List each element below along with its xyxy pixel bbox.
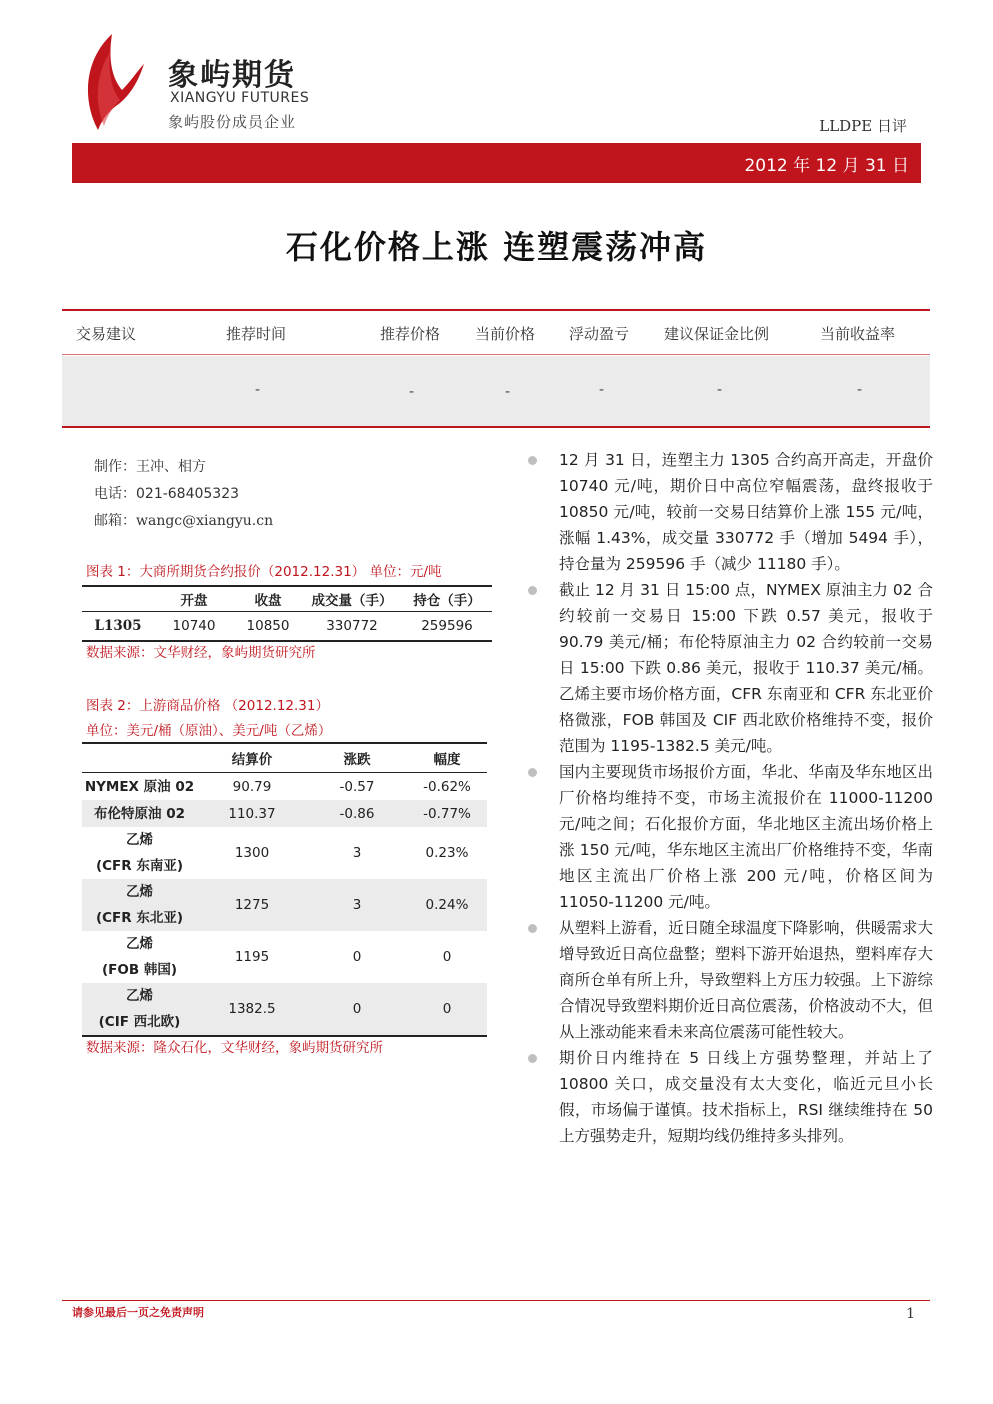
commodity-name-line1: 乙烯 [126,936,153,952]
commodity-name: 布伦特原油 02 [82,800,197,827]
table-header-cell: 收盘 [254,593,282,609]
price-change: 3 [307,879,407,931]
email-label: 邮箱： [94,513,136,529]
email-line [94,510,273,530]
table-row [82,612,492,642]
commodity-name-line2: (CIF 西北欧) [98,1014,181,1030]
list-item [528,577,933,759]
document-type: LLDPE 日评 [819,117,907,135]
settle-price: 1300 [234,845,270,861]
advice-value-cell: - [857,382,863,398]
table-row [82,800,487,827]
bullet-text: 从塑料上游看，近日随全球温度下降影响，供暖需求大增导致近日高位盘整；塑料下游开始退热，塑料库存大商所仓单有所上升，导致塑料上方压力较强。上下游综合情况导致塑料期价近日高位震荡，价格波动不大，但从上涨动能来看未来高位震荡可能性较大。 [559,919,933,1041]
settle-price: 90.79 [232,778,272,795]
table-header-cell [82,743,197,773]
table-cell: 330772 [326,618,378,634]
table-cell: L1305 [94,618,142,634]
table2-source: 数据来源：隆众石化，文华财经，象屿期货研究所 [86,1040,383,1056]
table-row [82,827,487,879]
list-item [528,1045,933,1149]
table-header-row [82,586,492,612]
table-header-cell: 持仓（手） [413,593,481,609]
commodity-name-line1: 乙烯 [126,884,153,900]
date-bar [72,143,921,183]
advice-header-cell: 交易建议 [76,325,137,343]
bullet-dot-icon [528,924,537,933]
commodity-name-line2: (CFR 东北亚) [95,910,184,926]
settle-price: 1195 [234,949,270,965]
table-header-cell [82,586,154,612]
advice-mid-rule [62,354,930,355]
bullet-text: 12 月 31 日，连塑主力 1305 合约高开高走，开盘价 10740 元/吨，期价日中高位窄幅震荡，盘终报收于 10850 元/吨，较前一交易日结算价上涨 155 元/吨，涨幅 1.43%，成交量 330772 手（增加 5494 手），持仓量为 259596 手（减少 11180 手）。 [559,451,933,573]
price-change-pct: -0.62% [423,778,471,795]
report-date: 2012 年 12 月 31 日 [744,156,909,176]
price-change-pct: 0.24% [407,879,487,931]
advice-value-cell: - [505,384,511,400]
bullet-dot-icon [528,1054,537,1063]
advice-bottom-rule [62,426,930,428]
advice-header-cell: 当前收益率 [820,325,896,343]
bullet-dot-icon [528,586,537,595]
price-change: -0.86 [307,800,407,827]
table-cell: 10850 [246,618,290,634]
list-item [528,915,933,1045]
commodity-name: NYMEX 原油 02 [84,778,195,795]
settle-price: 110.37 [197,800,307,827]
logo-chinese-name: 象屿期货 [168,58,296,93]
table-row [82,773,487,801]
advice-header-cell: 推荐价格 [380,325,441,343]
table-cell: 10740 [172,618,216,634]
price-change: 3 [352,845,362,861]
commodity-name [82,827,197,879]
upstream-price-table [82,742,487,1037]
table2-unit: 单位：美元/桶（原油）、美元/吨（乙烯） [86,723,332,739]
advice-value-cell: - [255,382,261,398]
bullet-dot-icon [528,456,537,465]
price-change: 0 [307,983,407,1036]
advice-header-cell: 建议保证金比例 [664,325,770,343]
footer-rule [62,1300,930,1301]
commodity-name-line2: (FOB 韩国) [101,962,178,978]
page-number: 1 [906,1306,915,1322]
report-title: 石化价格上涨 连塑震荡冲高 [285,228,708,266]
author-line [94,456,206,476]
table1-title: 图表 1：大商所期货合约报价（2012.12.31） 单位：元/吨 [86,564,442,580]
advice-header-cell: 推荐时间 [226,325,287,343]
phone-number: 021-68405323 [136,486,240,502]
table-header-cell: 结算价 [231,752,273,768]
bullet-text: 截止 12 月 31 日 15:00 点，NYMEX 原油主力 02 合约较前一交易日 15:00 下跌 0.57 美元，报收于 90.79 美元/桶；布伦特原油主力 02 合约较前一交易日 15:00 下跌 0.86 美元，报收于 110.37 美元/桶。乙烯主要市场价格方面，CFR 东南亚和 CFR 东北亚价格微涨，FOB 韩国及 CIF 西北欧价格维持不变，报价范围为 1195-1382.5 美元/吨。 [559,581,933,755]
advice-value-cell: - [599,382,605,398]
table-header-cell: 成交量（手） [311,593,393,609]
advice-header-cell: 浮动盈亏 [569,325,630,343]
phone-label: 电话： [94,486,136,502]
email-address[interactable]: wangc@xiangyu.cn [136,513,274,529]
advice-value-cell: - [717,382,723,398]
advice-header-cell: 当前价格 [475,325,536,343]
phone-line [94,483,239,503]
settle-price: 1275 [197,879,307,931]
price-change-pct: 0 [442,949,452,965]
table-row [82,983,487,1036]
logo-subtitle: 象屿股份成员企业 [168,113,297,131]
advice-value-row [62,356,930,426]
list-item [528,759,933,915]
table-cell: 259596 [421,618,473,634]
table-row [82,931,487,983]
author-label: 制作： [94,459,136,475]
price-change-pct: -0.77% [407,800,487,827]
table-header-cell: 幅度 [433,752,461,768]
price-change-pct: 0.23% [425,845,469,861]
table-header-cell: 涨跌 [343,752,371,768]
table-row [82,879,487,931]
futures-quote-table [82,585,492,642]
table-header-cell: 开盘 [180,593,208,609]
analysis-bullets [528,447,933,1149]
bullet-dot-icon [528,768,537,777]
commodity-name [82,931,197,983]
bullet-text: 期价日内维持在 5 日线上方强势整理，并站上了 10800 关口，成交量没有太大变化，临近元旦小长假，市场偏于谨慎。技术指标上，RSI 继续维持在 50 上方强势走升，短期均线仍维持多头排列。 [559,1049,933,1145]
commodity-name [82,879,197,931]
commodity-name-line1: 乙烯 [126,832,153,848]
table-header-row [82,743,487,773]
price-change-pct: 0 [407,983,487,1036]
table1-source: 数据来源：文华财经，象屿期货研究所 [86,645,316,661]
table2-title: 图表 2：上游商品价格 （2012.12.31） [86,698,329,714]
advice-header-row [62,312,930,354]
price-change: -0.57 [339,778,375,795]
commodity-name-line1: 乙烯 [126,988,153,1004]
xiangyu-logo-icon [78,30,148,132]
commodity-name [82,983,197,1036]
author-names: 王冲、相方 [136,459,206,475]
logo-english-name: XIANGYU FUTURES [170,90,310,106]
bullet-text: 国内主要现货市场报价方面，华北、华南及华东地区出厂价格均维持不变，市场主流报价在 11000-11200 元/吨之间；石化报价方面，华北地区主流出场价格上涨 150 元/吨，华东地区主流出厂价格维持不变，华南地区主流出厂价格上涨 200 元/吨，价格区间为 11050-11200 元/吨。 [559,763,933,911]
disclaimer-note: 请参见最后一页之免责声明 [72,1306,204,1319]
price-change: 0 [352,949,362,965]
advice-top-rule [62,309,930,311]
list-item [528,447,933,577]
settle-price: 1382.5 [197,983,307,1036]
commodity-name-line2: (CFR 东南亚) [95,858,184,874]
advice-value-cell: - [409,384,415,400]
